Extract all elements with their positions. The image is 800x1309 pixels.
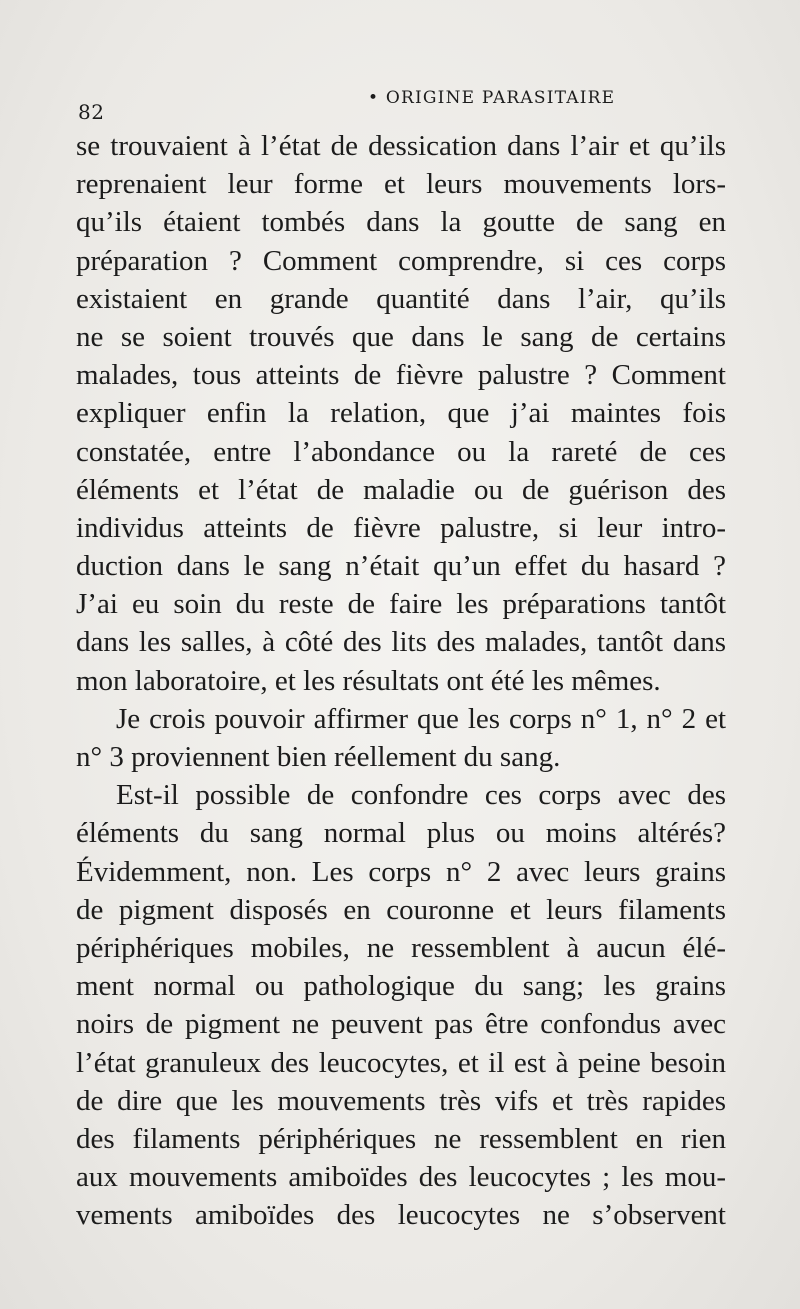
text-line: se trouvaient à l’état de dessication dans l’air et qu’ils <box>76 130 726 162</box>
text-line: éléments du sang normal plus ou moins altérés? <box>76 817 726 850</box>
text-line: des filaments périphériques ne ressemblent en rien <box>76 1122 726 1155</box>
text-line: noirs de pigment ne peuvent pas être confondus avec <box>76 1008 726 1041</box>
text-line: duction dans le sang n’était qu’un effet du hasard ? <box>76 550 726 583</box>
text-line: expliquer enfin la relation, que j’ai maintes fois <box>76 397 726 430</box>
text-line: constatée, entre l’abondance ou la rareté de ces <box>76 435 726 468</box>
text-line: mon laboratoire, et les résultats ont été les mêmes. <box>76 664 661 697</box>
text-line: vements amiboïdes des leucocytes ne s’observent <box>76 1199 726 1232</box>
text-line: ment normal ou pathologique du sang; les grains <box>76 970 726 1003</box>
text-line: dans les salles, à côté des lits des malades, tantôt dans <box>76 626 726 659</box>
text-line: aux mouvements amiboïdes des leucocytes ; les mou- <box>76 1161 726 1194</box>
text-line: n° 3 proviennent bien réellement du sang. <box>76 741 561 773</box>
text-line: individus atteints de fièvre palustre, si leur intro- <box>76 511 726 544</box>
text-line: de pigment disposés en couronne et leurs filaments <box>76 893 726 926</box>
text-line: de dire que les mouvements très vifs et très rapides <box>76 1084 726 1117</box>
body-text <box>76 127 726 1234</box>
running-title: • ORIGINE PARASITAIRE <box>368 88 616 108</box>
text-line: ne se soient trouvés que dans le sang de certains <box>76 320 726 353</box>
text-line: qu’ils étaient tombés dans la goutte de sang en <box>76 206 726 239</box>
text-line: préparation ? Comment comprendre, si ces corps <box>76 244 726 277</box>
page-header <box>78 86 728 124</box>
text-line: Évidemment, non. Les corps n° 2 avec leurs grains <box>76 855 726 888</box>
text-line: J’ai eu soin du reste de faire les préparations tantôt <box>76 588 726 621</box>
page-number: 82 <box>78 100 105 124</box>
text-line: existaient en grande quantité dans l’air, qu’ils <box>76 282 726 315</box>
text-line: malades, tous atteints de fièvre palustre ? Comment <box>76 359 726 392</box>
text-line: périphériques mobiles, ne ressemblent à aucun élé- <box>76 931 726 964</box>
text-line: Je crois pouvoir affirmer que les corps n° 1, n° 2 et <box>116 702 726 735</box>
text-line: l’état granuleux des leucocytes, et il est à peine besoin <box>76 1046 726 1079</box>
text-line: Est-il possible de confondre ces corps avec des <box>116 779 726 812</box>
text-line: reprenaient leur forme et leurs mouvements lors- <box>76 168 726 201</box>
text-line: éléments et l’état de maladie ou de guérison des <box>76 473 726 506</box>
